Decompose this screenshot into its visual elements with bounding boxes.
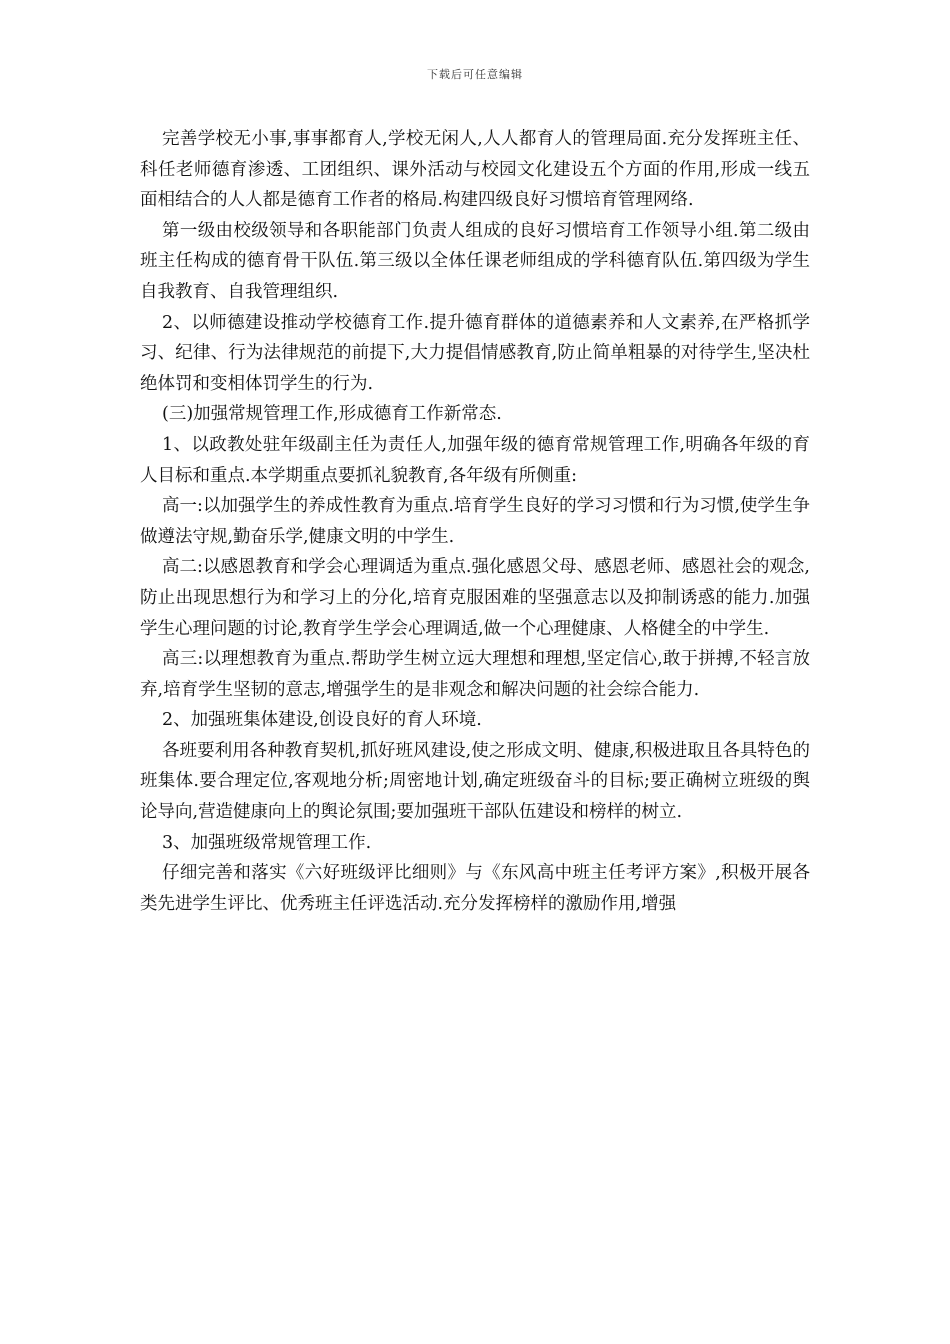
paragraph: 高一:以加强学生的养成性教育为重点.培育学生良好的学习习惯和行为习惯,使学生争做遵法守规,勤奋乐学,健康文明的中学生.	[140, 496, 810, 547]
paragraph: 完善学校无小事,事事都育人,学校无闲人,人人都育人的管理局面.充分发挥班主任、科任老师德育渗透、工团组织、课外活动与校园文化建设五个方面的作用,形成一线五面相结合的人人都是德育工作者的格局.构建四级良好习惯培育管理网络.	[140, 129, 810, 211]
paragraph: 高二:以感恩教育和学会心理调适为重点.强化感恩父母、感恩老师、感恩社会的观念,防止出现思想行为和学习上的分化,培育克服困难的坚强意志以及抑制诱惑的能力.加强学生心理问题的讨论,教育学生学会心理调适,做一个心理健康、人格健全的中学生.	[140, 557, 810, 639]
document-body	[140, 124, 810, 919]
subsection-heading: 3、加强班级常规管理工作.	[162, 832, 372, 853]
section-heading: (三)加强常规管理工作,形成德育工作新常态.	[162, 404, 502, 425]
page-header: 下载后可任意编辑	[427, 68, 523, 81]
paragraph: 第一级由校级领导和各职能部门负责人组成的良好习惯培育工作领导小组.第二级由班主任构成的德育骨干队伍.第三级以全体任课老师组成的学科德育队伍.第四级为学生自我教育、自我管理组织.	[140, 220, 810, 302]
paragraph: 仔细完善和落实《六好班级评比细则》与《东风高中班主任考评方案》,积极开展各类先进学生评比、优秀班主任评选活动.充分发挥榜样的激励作用,增强	[140, 863, 810, 914]
paragraph: 各班要利用各种教育契机,抓好班风建设,使之形成文明、健康,积极进取且各具特色的班集体.要合理定位,客观地分析;周密地计划,确定班级奋斗的目标;要正确树立班级的舆论导向,营造健康向上的舆论氛围;要加强班干部队伍建设和榜样的树立.	[140, 740, 810, 823]
paragraph: 高三:以理想教育为重点.帮助学生树立远大理想和理想,坚定信心,敢于拼搏,不轻言放弃,培育学生坚韧的意志,增强学生的是非观念和解决问题的社会综合能力.	[140, 649, 810, 700]
subsection-heading: 2、加强班集体建设,创设良好的育人环境.	[162, 710, 482, 731]
paragraph: 2、以师德建设推动学校德育工作.提升德育群体的道德素养和人文素养,在严格抓学习、纪律、行为法律规范的前提下,大力提倡情感教育,防止简单粗暴的对待学生,坚决杜绝体罚和变相体罚学生的行为.	[140, 312, 810, 394]
paragraph: 1、以政教处驻年级副主任为责任人,加强年级的德育常规管理工作,明确各年级的育人目标和重点.本学期重点要抓礼貌教育,各年级有所侧重:	[140, 434, 810, 486]
